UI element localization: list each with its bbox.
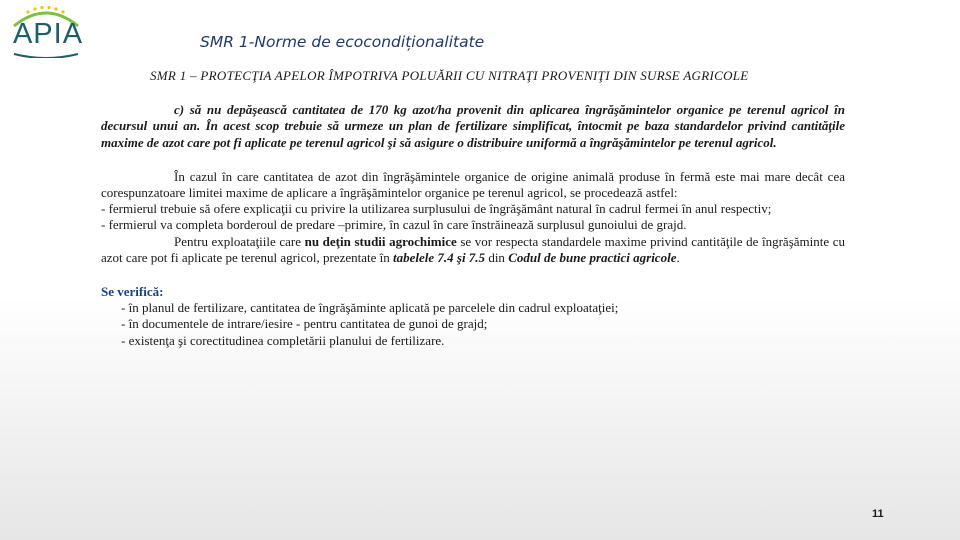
exploit-bold-text: nu deţin studii agrochimice	[304, 233, 457, 249]
bullet-explanations: - fermierul trebuie să ofere explicaţii cu privire la utilizarea surplusului de îngrăşământ natural în cadrul fermei în anul respectiv;	[101, 201, 772, 217]
page-number: 11	[872, 508, 884, 520]
paragraph-exploitations	[101, 234, 845, 266]
exploit-din: din	[485, 249, 509, 265]
paragraph-surplus: În cazul în care cantitatea de azot din îngrăşămintele organice de origine animală produse în fermă este mai mare decât cea corespunzatoare limitei maxime de aplicare a îngrăşămintelor organice pe terenul agricol, se procedează astfel:	[101, 168, 845, 201]
apia-logo	[8, 4, 84, 58]
exploit-text-before: Pentru exploataţiile care	[174, 233, 305, 249]
exploit-code-ref: Codul de bune practici agricole	[508, 249, 677, 265]
verify-item: - existenţa şi corectitudinea completării planului de fertilizare.	[121, 332, 445, 348]
paragraph-c: c) să nu depăşească cantitatea de 170 kg azot/ha provenit din aplicarea îngrăşămintelor organice pe terenul agricol în decursul unui an. În acest scop trebuie să urmeze un plan de fertilizare simplificat, întocmit pe baza standardelor privind cantităţile maxime de azot care pot fi aplicate pe terenul agricol şi să asigure o distribuire uniformă a îngrăşămintelor pe terenul agricol.	[101, 102, 845, 150]
verify-item: - în planul de fertilizare, cantitatea de îngrăşăminte aplicată pe parcelele din cadrul exploataţiei;	[121, 300, 619, 316]
bullet-borderou: - fermierul va completa borderoul de predare –primire, în cazul în care înstrăinează surplusul gunoiului de grajd.	[101, 217, 687, 233]
slide-title: SMR 1-Norme de ecocondiționalitate	[200, 33, 485, 51]
exploit-tables-ref: tabelele 7.4 şi 7.5	[392, 249, 486, 265]
logo-text: APIA	[12, 18, 84, 50]
verify-title: Se verifică:	[101, 284, 164, 300]
exploit-text-middle: se vor respecta standardele maxime privind cantităţile de îngrăşăminte cu azot care pot fi aplicate pe terenul agricol, prezentate în	[101, 233, 845, 265]
document-body	[101, 68, 845, 349]
verify-item: - în documentele de intrare/iesire - pentru cantitatea de gunoi de grajd;	[121, 316, 488, 332]
section-heading: SMR 1 – PROTECŢIA APELOR ÎMPOTRIVA POLUĂRII CU NITRAŢI PROVENIŢI DIN SURSE AGRICOLE	[150, 68, 749, 83]
exploit-end: .	[676, 249, 680, 265]
